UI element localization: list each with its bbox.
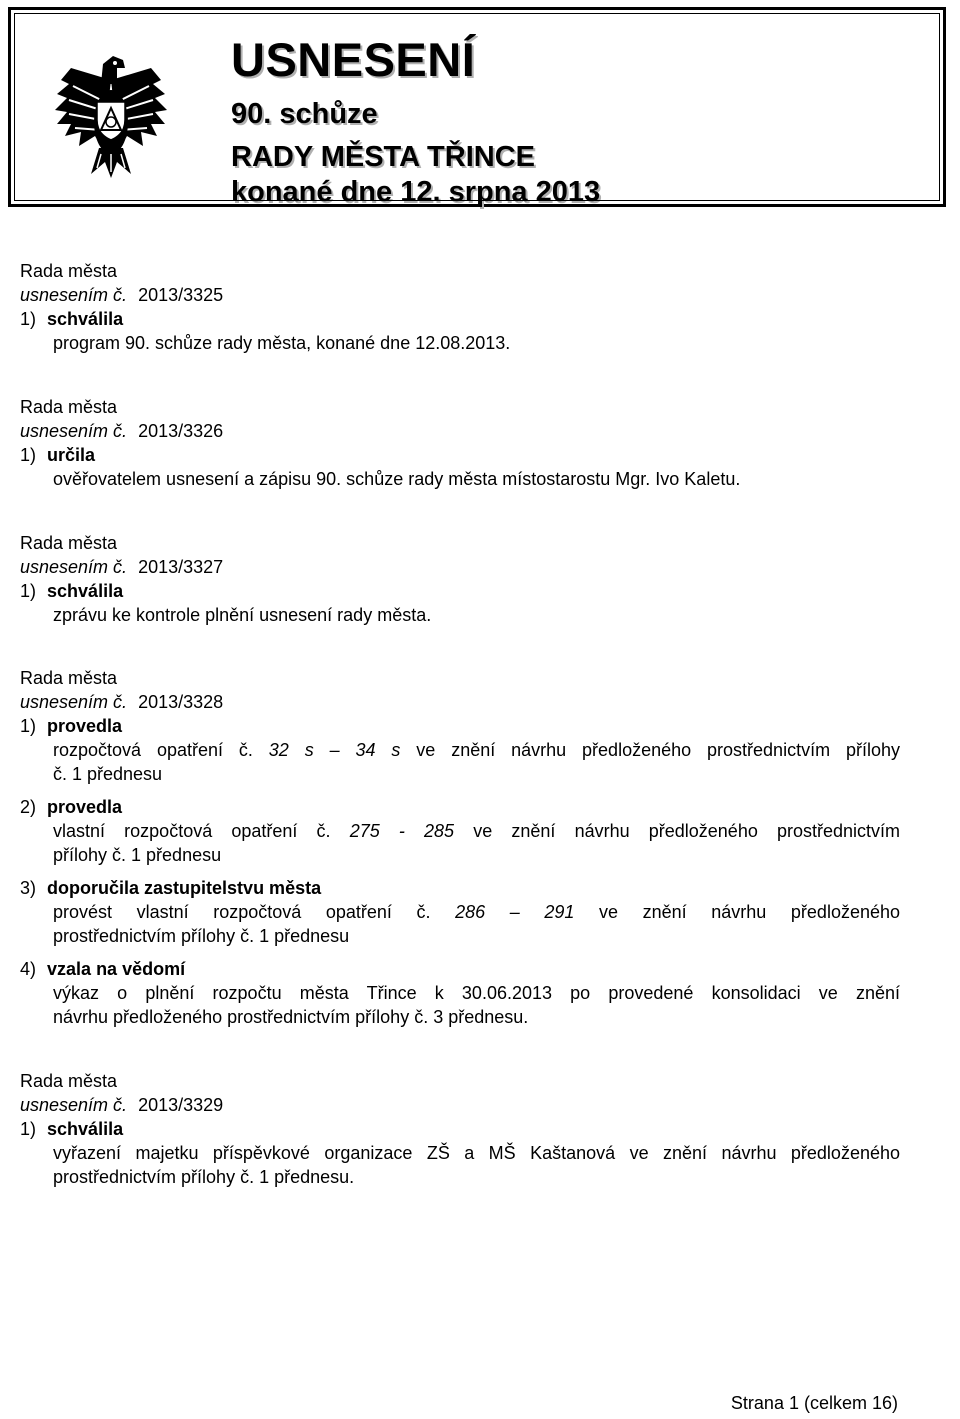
item-number: 2) — [20, 797, 37, 817]
resolution-number-line — [20, 690, 900, 714]
item-text-part: provést vlastní rozpočtová opatření č. — [53, 902, 431, 922]
resolution-number: 2013/3325 — [138, 285, 224, 305]
item-text — [53, 467, 900, 491]
resolution-number: 2013/3329 — [138, 1095, 224, 1115]
person-name: Mgr. Ivo Kaletu. — [615, 469, 741, 489]
item-verb: provedla — [47, 716, 123, 736]
resolution-block — [20, 531, 900, 627]
item-number: 1) — [20, 309, 37, 329]
item-text — [53, 738, 900, 762]
item-number: 1) — [20, 581, 37, 601]
item-verb: provedla — [47, 797, 123, 817]
resolution-number: 2013/3326 — [138, 421, 224, 441]
item-text-cont: prostřednictvím přílohy č. 1 přednesu — [53, 926, 350, 946]
item-heading — [20, 795, 900, 819]
resolution-number: 2013/3327 — [138, 557, 224, 577]
resolution-block — [20, 259, 900, 355]
meeting-date: konané dne 12. srpna 2013 — [231, 176, 601, 208]
item-verb: určila — [47, 445, 96, 465]
item-text-part: vlastní rozpočtová opatření č. — [53, 821, 331, 841]
resolution-org: Rada města — [20, 397, 118, 417]
measure-range: 286 – 291 — [455, 902, 575, 922]
resolution-org: Rada města — [20, 668, 118, 688]
item-text-cont: přílohy č. 1 přednesu — [53, 845, 222, 865]
meeting-number: 90. schůze — [231, 98, 378, 130]
item-text-part: ve znění návrhu předloženého prostřednictvím — [473, 821, 901, 841]
item-number: 1) — [20, 1119, 37, 1139]
item-verb: schválila — [47, 581, 124, 601]
item-text-part: ve znění návrhu předloženého — [599, 902, 901, 922]
council-name: RADY MĚSTA TŘINCE — [231, 141, 535, 173]
item-verb: schválila — [47, 1119, 124, 1139]
header-box — [8, 7, 946, 207]
item-text — [53, 819, 900, 843]
resolution-org: Rada města — [20, 1071, 118, 1091]
resolution-number-label: usnesením č. — [20, 285, 128, 305]
measure-range: 275 - 285 — [349, 821, 455, 841]
resolution-number-label: usnesením č. — [20, 692, 128, 712]
item-text-part: ověřovatelem usnesení a zápisu 90. schůze rady města místostarostu — [53, 469, 616, 489]
resolution-number-label: usnesením č. — [20, 421, 128, 441]
item-verb: vzala na vědomí — [47, 959, 186, 979]
item-text — [53, 900, 900, 924]
item-heading — [20, 579, 900, 603]
item-heading — [20, 876, 900, 900]
item-heading — [20, 714, 900, 738]
resolution-org: Rada města — [20, 533, 118, 553]
resolution-number-label: usnesením č. — [20, 557, 128, 577]
item-text: výkaz o plnění rozpočtu města Třince k 30.06.2013 po provedené konsolidaci ve znění — [53, 983, 900, 1003]
item-heading — [20, 443, 900, 467]
item-text-part: rozpočtová opatření č. — [53, 740, 253, 760]
item-text: program 90. schůze rady města, konané dne 12.08.2013. — [53, 333, 511, 353]
resolution-number-line — [20, 1093, 900, 1117]
resolution-org: Rada města — [20, 261, 118, 281]
eagle-crest-icon — [51, 50, 171, 180]
document-title: USNESENÍ — [231, 33, 476, 86]
item-heading — [20, 1117, 900, 1141]
item-verb: schválila — [47, 309, 124, 329]
item-verb: doporučila zastupitelstvu města — [47, 878, 322, 898]
resolution-number-line — [20, 283, 900, 307]
item-text: vyřazení majetku příspěvkové organizace ZŠ a MŠ Kaštanová ve znění návrhu předloženého — [53, 1143, 900, 1163]
item-number: 1) — [20, 445, 37, 465]
item-text-cont: č. 1 přednesu — [53, 764, 163, 784]
item-number: 3) — [20, 878, 37, 898]
item-text-cont: prostřednictvím přílohy č. 1 přednesu. — [53, 1167, 355, 1187]
item-heading — [20, 307, 900, 331]
item-text: zprávu ke kontrole plnění usnesení rady města. — [53, 605, 432, 625]
resolution-number-line — [20, 555, 900, 579]
item-heading — [20, 957, 900, 981]
item-text-part: ve znění návrhu předloženého prostřednictvím přílohy — [416, 740, 900, 760]
measure-range: 32 s – 34 s — [268, 740, 401, 760]
resolution-number: 2013/3328 — [138, 692, 224, 712]
resolution-number-line — [20, 419, 900, 443]
resolution-block — [20, 1069, 900, 1189]
page-number: Strana 1 (celkem 16) — [730, 1393, 898, 1413]
item-number: 4) — [20, 959, 37, 979]
item-number: 1) — [20, 716, 37, 736]
resolution-number-label: usnesením č. — [20, 1095, 128, 1115]
resolution-block — [20, 666, 900, 1029]
resolution-block — [20, 395, 900, 491]
item-text-cont: návrhu předloženého prostřednictvím přílohy č. 3 přednesu. — [53, 1007, 529, 1027]
